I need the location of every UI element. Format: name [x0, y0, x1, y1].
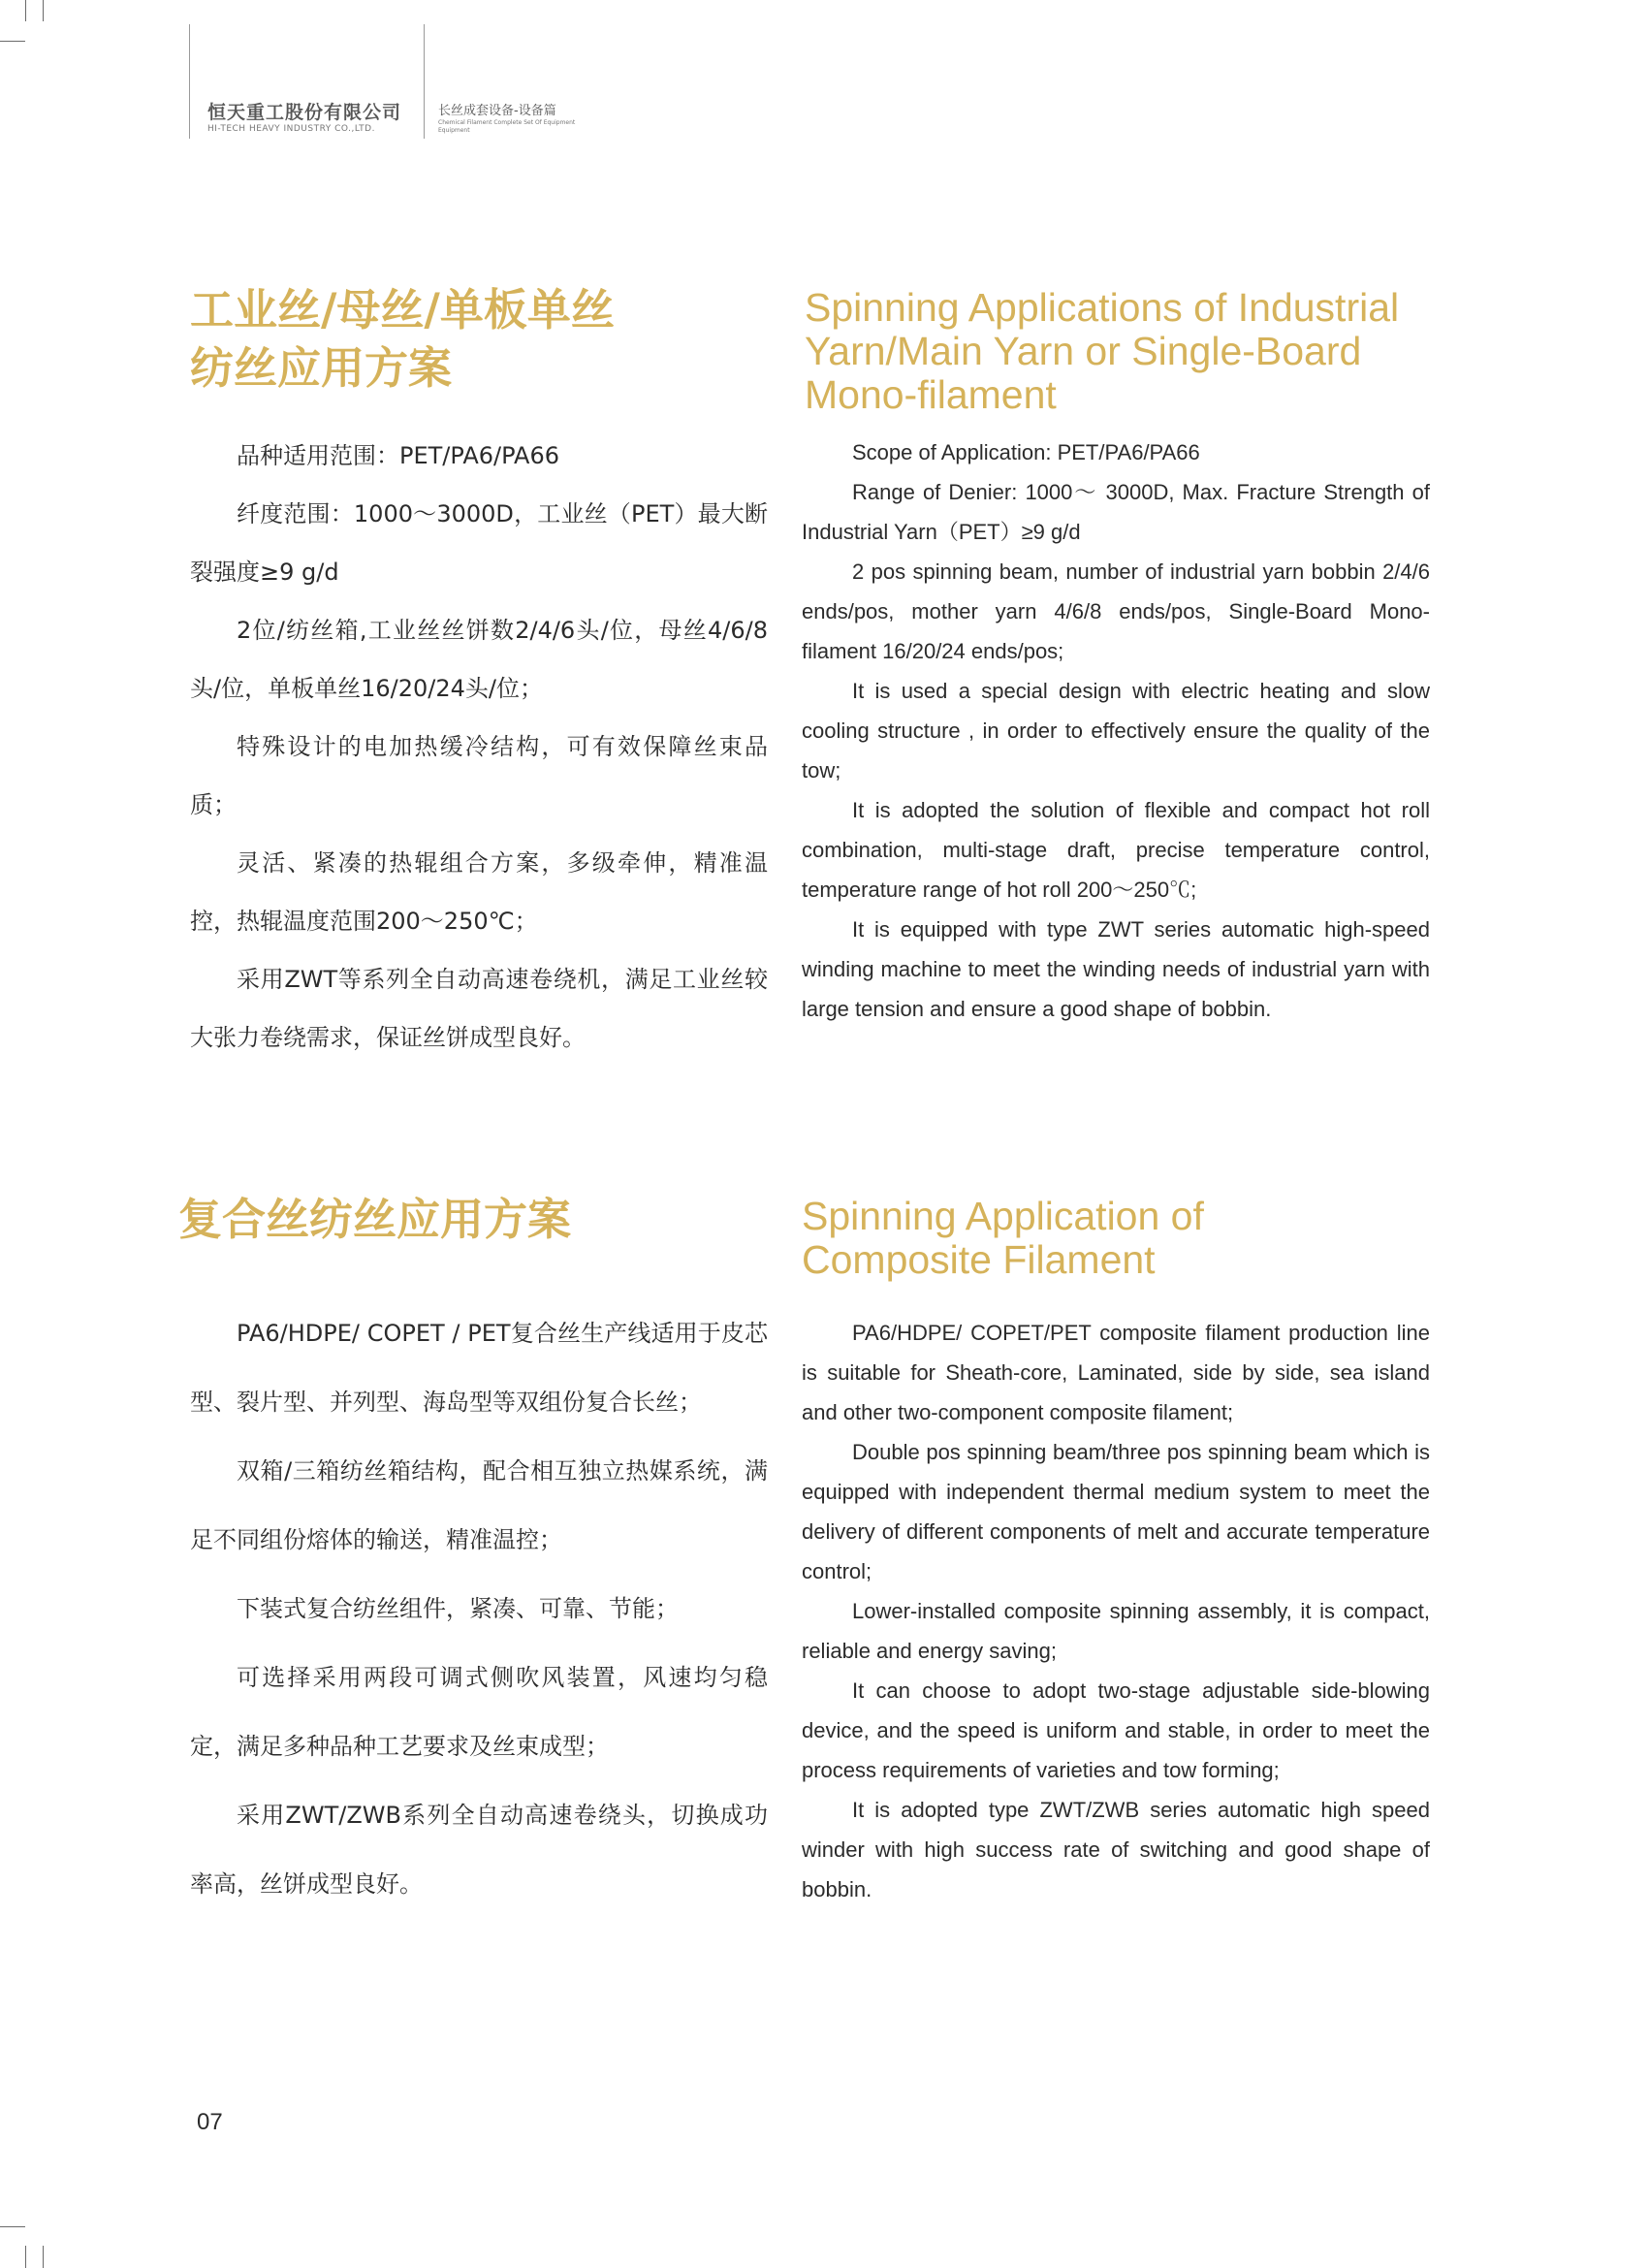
section1-body-cn — [190, 427, 768, 1067]
section1-title-en-line1: Spinning Applications of Industrial — [805, 285, 1400, 330]
section1-title-en-line2: Yarn/Main Yarn or Single-Board — [805, 329, 1362, 373]
company-name-en: HI-TECH HEAVY INDUSTRY CO.,LTD. — [207, 124, 375, 134]
crop-mark — [0, 41, 25, 42]
section1-title-cn-line2: 纺丝应用方案 — [190, 342, 453, 394]
paragraph: Lower-installed composite spinning assembly, it is compact, reliable and energy saving; — [802, 1599, 1430, 1663]
section2-title-en — [802, 1195, 1204, 1282]
header-divider — [189, 24, 190, 139]
crop-mark — [25, 0, 26, 21]
header-divider — [424, 24, 425, 139]
section2-title-cn: 复合丝纺丝应用方案 — [178, 1194, 572, 1245]
paragraph: Double pos spinning beam/three pos spinning beam which is equipped with independent thermal medium system to meet the delivery of different components of melt and accurate temperature control; — [802, 1440, 1430, 1583]
page-number: 07 — [197, 2109, 223, 2135]
series-title-en: Chemical Filament Complete Set Of Equipment Equipment — [438, 119, 576, 134]
section1-title-cn-line1: 工业丝/母丝/单板单丝 — [190, 284, 615, 335]
paragraph: It is adopted the solution of flexible and compact hot roll combination, multi-stage draft, precise temperature control, temperature range of hot roll 200～250℃; — [802, 798, 1430, 902]
paragraph: 2位/纺丝箱,工业丝丝饼数2/4/6头/位，母丝4/6/8头/位，单板单丝16/20/24头/位； — [190, 617, 768, 702]
section1-title-cn — [190, 281, 615, 398]
series-title-cn: 长丝成套设备-设备篇 — [438, 104, 556, 118]
crop-mark — [43, 2246, 44, 2268]
paragraph: PA6/HDPE/ COPET / PET复合丝生产线适用于皮芯型、裂片型、并列型、海岛型等双组份复合长丝； — [190, 1320, 768, 1416]
paragraph: It is used a special design with electric heating and slow cooling structure , in order to effectively ensure the quality of the tow; — [802, 679, 1430, 783]
company-name-cn: 恒天重工股份有限公司 — [207, 102, 402, 123]
paragraph: Scope of Application: PET/PA6/PA66 — [852, 440, 1200, 464]
paragraph: 采用ZWT/ZWB系列全自动高速卷绕头，切换成功率高，丝饼成型良好。 — [190, 1802, 768, 1898]
paragraph: 灵活、紧凑的热辊组合方案，多级牵伸，精准温控，热辊温度范围200～250℃； — [190, 849, 768, 935]
paragraph: 可选择采用两段可调式侧吹风装置，风速均匀稳定，满足多种品种工艺要求及丝束成型； — [190, 1664, 768, 1760]
paragraph: 品种适用范围：PET/PA6/PA66 — [237, 442, 559, 469]
paragraph: 下装式复合纺丝组件，紧凑、可靠、节能； — [237, 1595, 679, 1622]
section2-body-cn — [190, 1299, 768, 1919]
paragraph: PA6/HDPE/ COPET/PET composite filament production line is suitable for Sheath-core, Laminated, side by side, sea island and other two-component composite filament; — [802, 1321, 1430, 1424]
paragraph: It is adopted type ZWT/ZWB series automatic high speed winder with high success rate of switching and good shape of bobbin. — [802, 1798, 1430, 1901]
paragraph: 纤度范围：1000～3000D，工业丝（PET）最大断裂强度≥9 g/d — [190, 500, 768, 586]
section2-body-en — [802, 1313, 1430, 1909]
crop-mark — [43, 0, 44, 21]
paragraph: It is equipped with type ZWT series automatic high-speed winding machine to meet the winding needs of industrial yarn with large tension and ensure a good shape of bobbin. — [802, 917, 1430, 1021]
section1-body-en — [802, 432, 1430, 1029]
paragraph: 双箱/三箱纺丝箱结构，配合相互独立热媒系统，满足不同组份熔体的输送，精准温控； — [190, 1457, 768, 1553]
paragraph: It can choose to adopt two-stage adjustable side-blowing device, and the speed is uniform and stable, in order to meet the process requirements of varieties and tow forming; — [802, 1678, 1430, 1782]
crop-mark — [0, 2226, 25, 2227]
paragraph: Range of Denier: 1000～ 3000D, Max. Fracture Strength of Industrial Yarn（PET）≥9 g/d — [802, 480, 1430, 544]
section2-title-en-line1: Spinning Application of — [802, 1194, 1204, 1238]
section2-title-en-line2: Composite Filament — [802, 1237, 1156, 1282]
paragraph: 2 pos spinning beam, number of industrial yarn bobbin 2/4/6 ends/pos, mother yarn 4/6/8 ends/pos, Single-Board Mono-filament 16/20/24 ends/pos; — [802, 559, 1430, 663]
crop-mark — [25, 2246, 26, 2268]
paragraph: 特殊设计的电加热缓冷结构，可有效保障丝束品质； — [190, 733, 768, 818]
paragraph: 采用ZWT等系列全自动高速卷绕机，满足工业丝较大张力卷绕需求，保证丝饼成型良好。 — [190, 966, 768, 1051]
section1-title-en-line3: Mono-filament — [805, 372, 1057, 417]
section1-title-en — [805, 286, 1399, 417]
